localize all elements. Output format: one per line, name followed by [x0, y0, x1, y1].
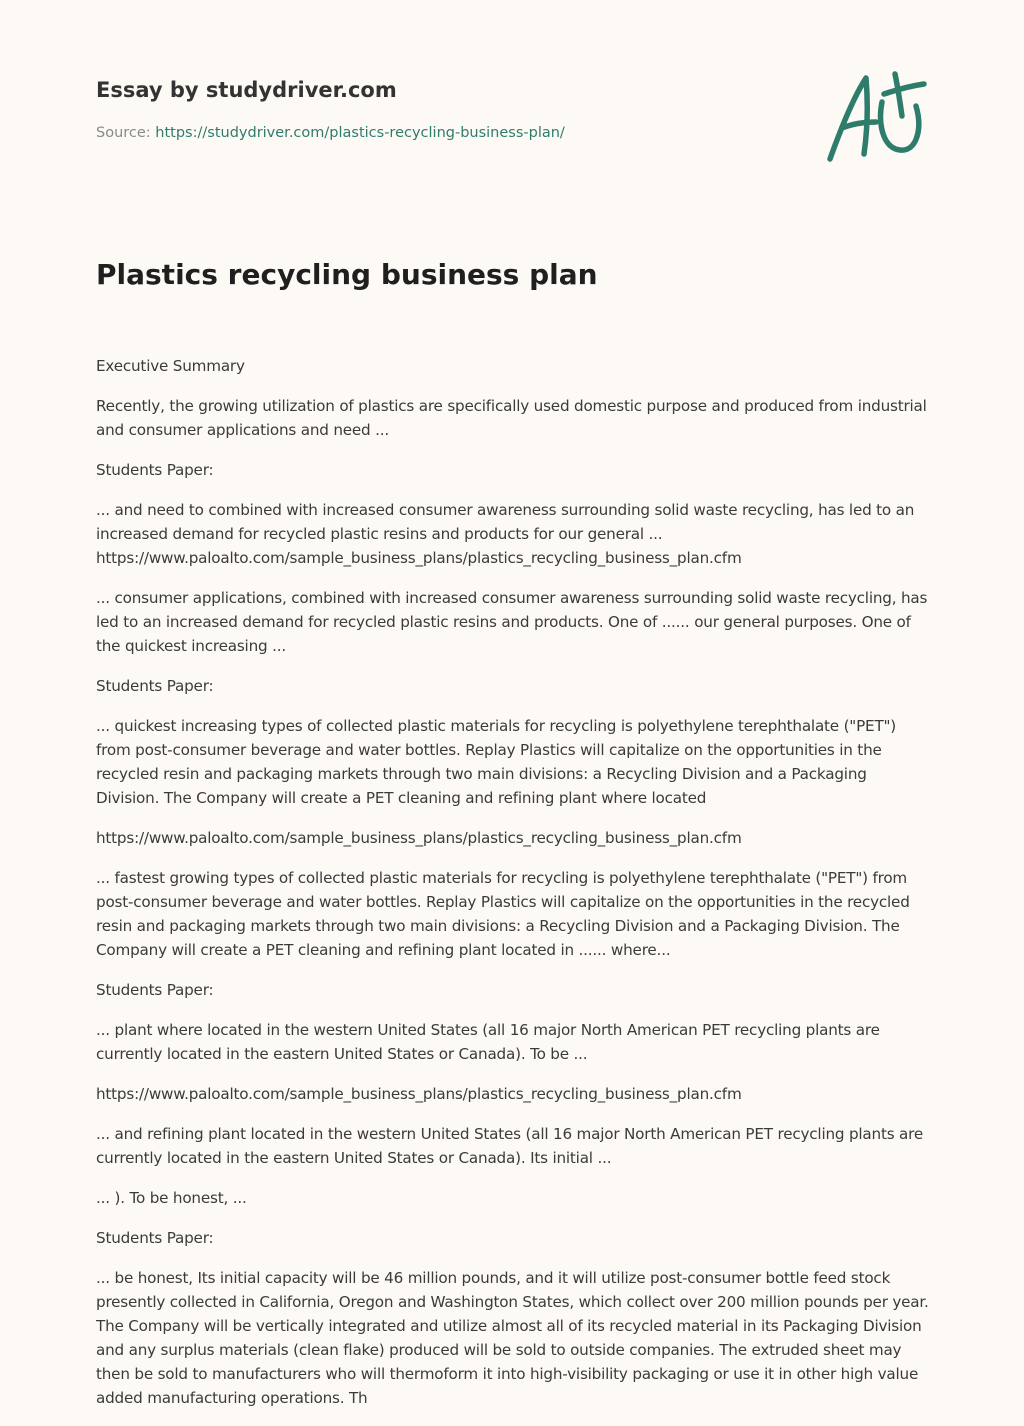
- paragraph: ... ). To be honest, ...: [96, 1189, 247, 1207]
- paragraph: Recently, the growing utilization of plastics are specifically used domestic purpose and produced from industrial and consumer applications and need ...: [96, 397, 927, 439]
- source-label: Source:: [96, 125, 151, 141]
- paragraph: Students Paper:: [96, 677, 214, 695]
- paragraph: Students Paper:: [96, 461, 214, 479]
- paragraph: ... and refining plant located in the western United States (all 16 major North American PET recycling plants are currently located in the eastern United States or Canada). Its initial ...: [96, 1125, 924, 1167]
- paragraph: ... plant where located in the western United States (all 16 major North American PET recycling plants are currently located in the eastern United States or Canada). To be ...: [96, 1021, 880, 1063]
- essay-body: [96, 354, 932, 1426]
- a-plus-logo-icon: [820, 66, 930, 166]
- paragraph: ... and need to combined with increased consumer awareness surrounding solid waste recycling, has led to an increased demand for recycled plastic resins and products for our general ... https://www.paloalto.com/sample_business_plans/plastics_recycling_business_plan.cfm: [96, 501, 915, 567]
- paragraph: ... consumer applications, combined with increased consumer awareness surrounding solid waste recycling, has led to an increased demand for recycled plastic resins and products. One of ...... our general purposes. One of the quickest increasing ...: [96, 589, 928, 655]
- source-link[interactable]: https://studydriver.com/plastics-recycling-business-plan/: [155, 125, 565, 141]
- paragraph: Students Paper:: [96, 981, 214, 999]
- page-title: Plastics recycling business plan: [96, 258, 598, 291]
- paragraph: Executive Summary: [96, 357, 245, 375]
- paragraph: https://www.paloalto.com/sample_business_plans/plastics_recycling_business_plan.cfm: [96, 1085, 742, 1103]
- paragraph: Students Paper:: [96, 1229, 214, 1247]
- paragraph: ... quickest increasing types of collected plastic materials for recycling is polyethylene terephthalate ("PET") from post-consumer beverage and water bottles. Replay Plastics will capitalize on the opportunities in the recycled resin and packaging markets through two main divisions: a Recycling Division and a Packaging Division. The Company will create a PET cleaning and refining plant where located: [96, 717, 897, 807]
- paragraph: https://www.paloalto.com/sample_business_plans/plastics_recycling_business_plan.cfm: [96, 829, 742, 847]
- source-line: [96, 123, 796, 143]
- document-header: [96, 75, 796, 143]
- brand-title: Essay by studydriver.com: [96, 78, 397, 102]
- paragraph: ... fastest growing types of collected plastic materials for recycling is polyethylene terephthalate ("PET") from post-consumer beverage and water bottles. Replay Plastics will capitalize on the opportunities in the recycled resin and packaging markets through two main divisions: a Recycling Division and a Packaging Division. The Company will create a PET cleaning and refining plant located in ...... where...: [96, 869, 910, 959]
- paragraph: ... be honest, Its initial capacity will be 46 million pounds, and it will utilize post-consumer bottle feed stock presently collected in California, Oregon and Washington States, which collect over 200 million pounds per year. The Company will be vertically integrated and utilize almost all of its recycled material in its Packaging Division and any surplus materials (clean flake) produced will be sold to outside companies. The extruded sheet may then be sold to manufacturers who will thermoform it into high-visibility packaging or use it in other high value added manufacturing operations. Th: [96, 1269, 929, 1407]
